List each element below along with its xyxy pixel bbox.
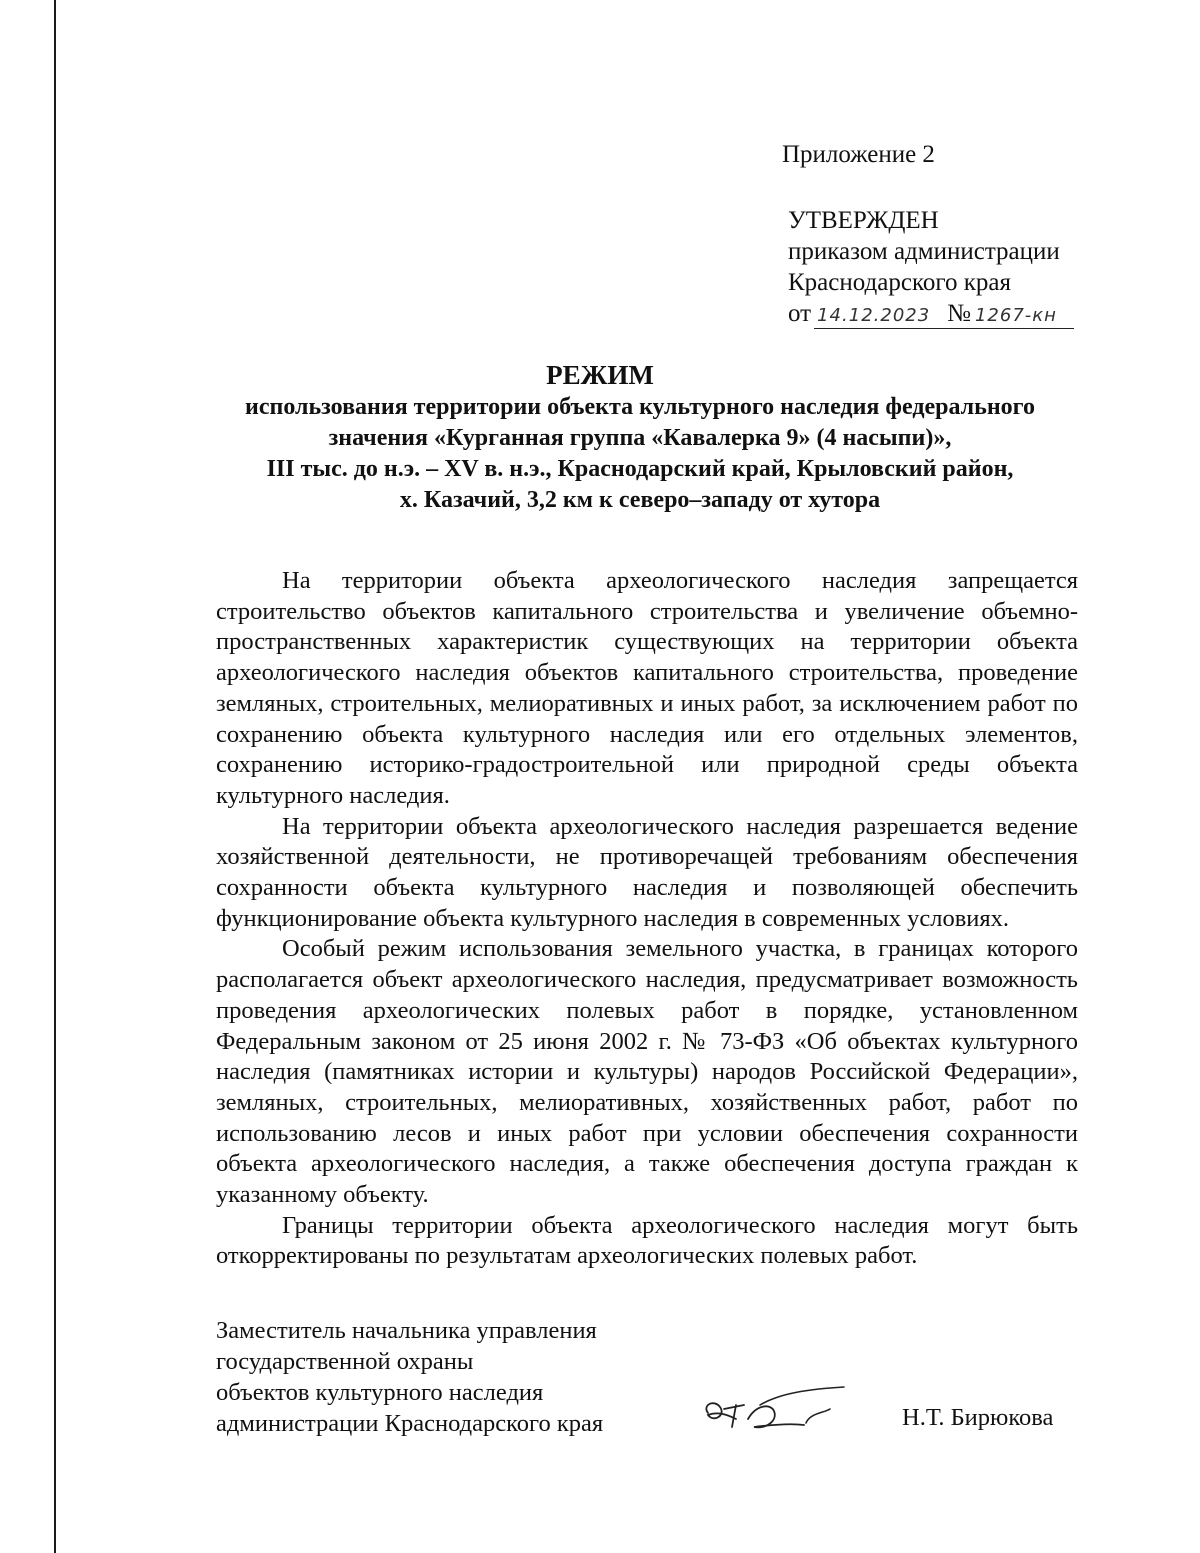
margin-line (54, 0, 56, 1553)
appendix-label: Приложение 2 (782, 141, 935, 168)
signatory-name: Н.Т. Бирюкова (902, 1404, 1054, 1431)
position-line: Заместитель начальника управления (216, 1317, 597, 1344)
approval-block (788, 205, 1060, 331)
number-value: 1267-кн (974, 305, 1057, 326)
position-line: объектов культурного наследия (216, 1379, 544, 1406)
position-line: администрации Краснодарского края (216, 1410, 604, 1437)
approval-date-row (788, 298, 1060, 331)
subtitle-line: использования территории объекта культурного наследия федерального (245, 394, 1035, 420)
position-line: государственной охраны (216, 1348, 474, 1375)
paragraph-special-regime: Особый режим использования земельного участка, в границах которого располагается объект археологического наследия, предусматривает возможность проведения археологических полевых работ в порядке, установленном Федеральным законом от 25 июня 2002 г. № 73-ФЗ «Об объектах культурного наследия (памятниках истории и культуры) народов Российской Федерации», земляных, строительных, мелиоративных, хозяйственных работ, работ по использованию лесов и иных работ при условии обеспечения сохранности объекта археологического наследия, а также обеспечения доступа граждан к указанному объекту. (216, 935, 1078, 1209)
document-title: РЕЖИМ (546, 360, 654, 390)
date-prefix: от (788, 300, 812, 327)
approval-line-1: УТВЕРЖДЕН (788, 207, 939, 234)
subtitle-line: х. Казачий, 3,2 км к северо–западу от хутора (399, 487, 881, 513)
signatory-position (216, 1315, 603, 1439)
subtitle-line: значения «Курганная группа «Кавалерка 9» (4 насыпи)», (328, 425, 952, 451)
approval-line-2: приказом администрации (788, 238, 1060, 265)
paragraph-permissions: На территории объекта археологического наследия разрешается ведение хозяйственной деятельности, не противоречащей требованиям обеспечения сохранности объекта культурного наследия и позволяющей обеспечить функционирование объекта культурного наследия в современных условиях. (216, 812, 1078, 932)
approval-line-3: Краснодарского края (788, 269, 1011, 296)
date-underline (814, 328, 1074, 329)
subtitle-line: III тыс. до н.э. – XV в. н.э., Краснодарский край, Крыловский район, (266, 456, 1014, 482)
document-body (216, 566, 1078, 1272)
paragraph-prohibitions: На территории объекта археологического наследия запрещается строительство объектов капитального строительства и увеличение объемно-пространственных характеристик существующих на территории объекта археологического наследия объектов капитального строительства, проведение земляных, строительных, мелиоративных и иных работ, за исключением работ по сохранению объекта культурного наследия или его отдельных элементов, сохранению историко-градостроительной или природной среды объекта культурного наследия. (216, 567, 1078, 809)
number-prefix: № (947, 300, 971, 327)
document-subtitle (200, 392, 1080, 516)
date-value: 14.12.2023 (817, 305, 931, 326)
paragraph-boundaries: Границы территории объекта археологического наследия могут быть откорректированы по результатам археологических полевых работ. (216, 1211, 1078, 1270)
handwritten-signature (700, 1375, 850, 1445)
